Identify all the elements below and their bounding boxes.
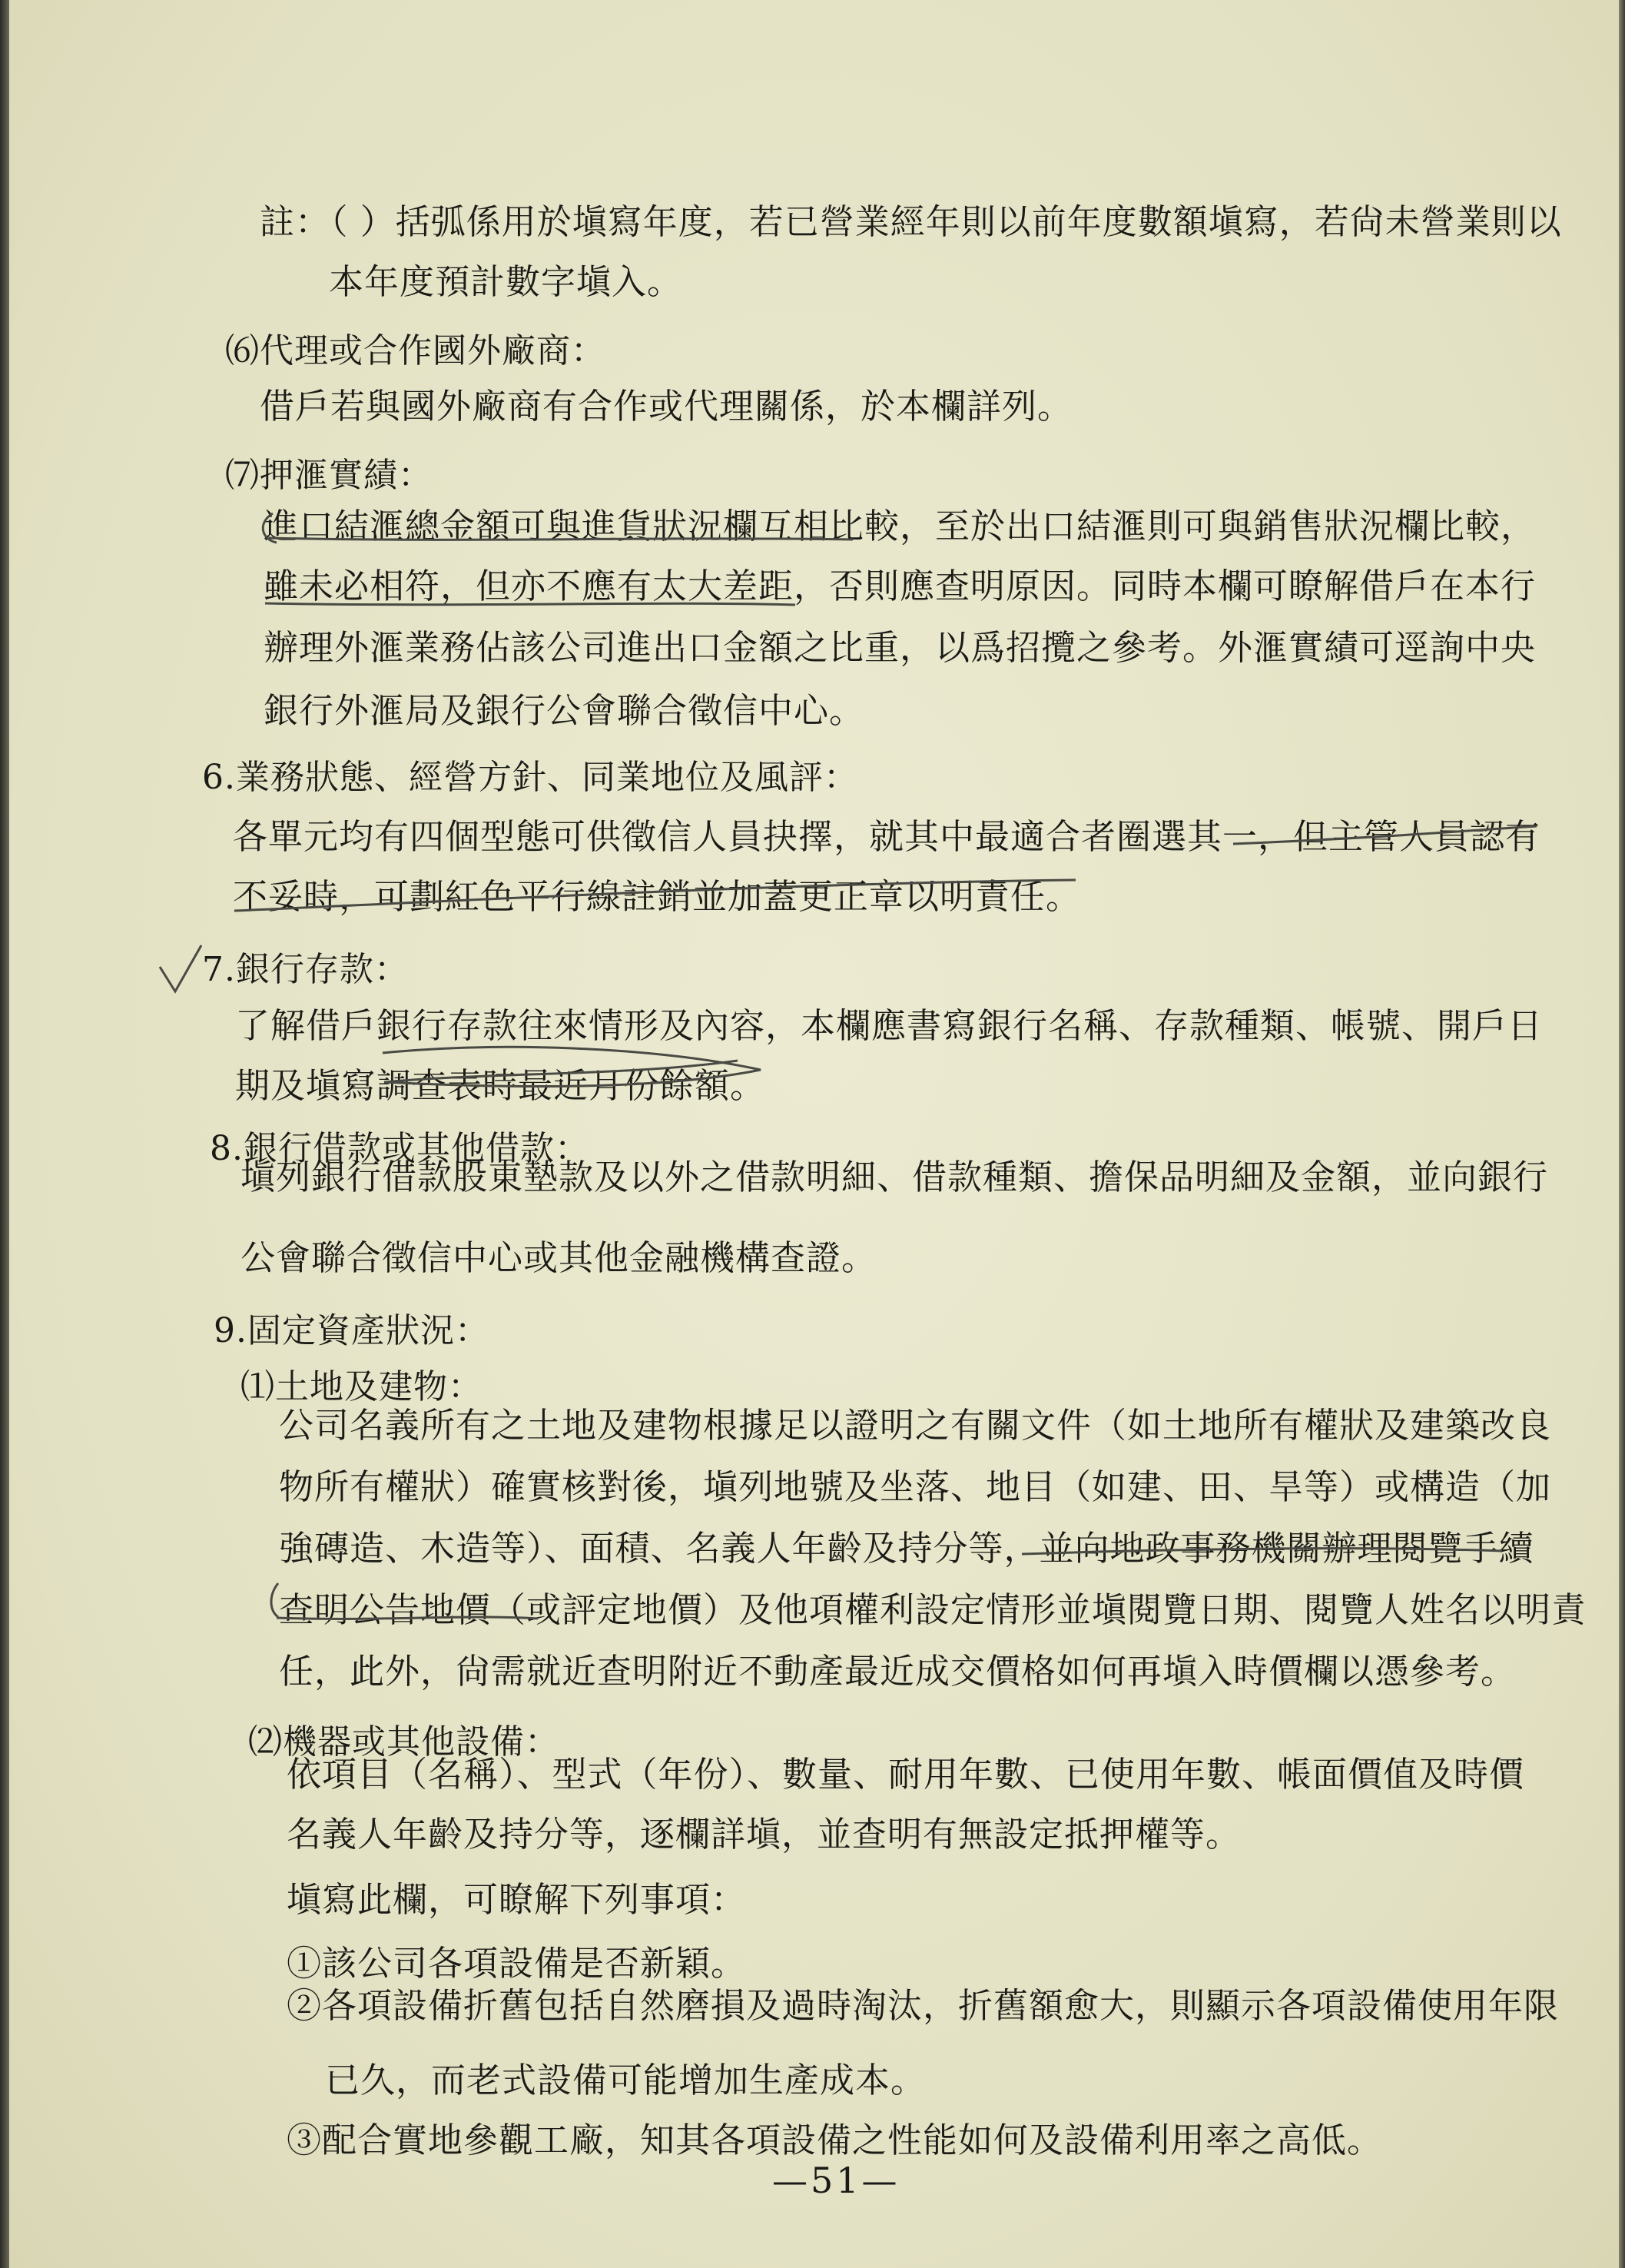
section-9-2-line-1: 依項目（名稱）、型式（年份）、數量、耐用年數、已使用年數、帳面價值及時價 <box>287 1754 1525 1795</box>
list-item-1: ①該公司各項設備是否新穎。 <box>287 1943 747 1984</box>
pencil-check-7 <box>160 945 201 991</box>
list-item-2-line-2: 已久，而老式設備可能增加生產成本。 <box>325 2060 927 2100</box>
binding-edge-right <box>1619 0 1625 2268</box>
binding-edge-left <box>0 0 9 2268</box>
section-9-1-line-2: 物所有權狀）確實核對後，塡列地號及坐落、地目（如建、田、旱等）或構造（加 <box>279 1466 1552 1507</box>
section-8-line-1: 塡列銀行借款股東墊款及以外之借款明細、借款種類、擔保品明細及金額，並向銀行 <box>240 1157 1549 1197</box>
list-item-2-line-1: ②各項設備折舊包括自然磨損及過時淘汰，折舊額愈大，則顯示各項設備使用年限 <box>287 1985 1560 2026</box>
list-item-3: ③配合實地參觀工廠，知其各項設備之性能如何及設備利用率之高低。 <box>287 2120 1383 2160</box>
heading-section-6: 6.業務狀態、經營方針、同業地位及風評： <box>202 758 858 797</box>
page-number: —51— <box>772 2160 900 2201</box>
section-8-line-2: 公會聯合徵信中心或其他金融機構查證。 <box>240 1237 877 1278</box>
note-line-2: 本年度預計數字塡入。 <box>329 261 683 302</box>
heading-section-8: 8.銀行借款或其他借款： <box>210 1129 589 1168</box>
section-9-1-line-5: 任，此外，尙需就近查明附近不動產最近成交價格如何再塡入時價欄以憑參考。 <box>279 1651 1517 1692</box>
heading-6-agents: ⑹代理或合作國外廠商： <box>225 331 605 370</box>
note-line-1: 註：（ ）括弧係用於塡寫年度，若已營業經年則以前年度數額塡寫，若尙未營業則以 <box>260 201 1562 242</box>
heading-section-9: 9.固定資產狀況： <box>214 1311 489 1350</box>
body-7-line-3: 辦理外滙業務佔該公司進出口金額之比重，以爲招攬之參考。外滙實績可逕詢中央 <box>264 627 1537 668</box>
body-7-line-1: 進口結滙總金額可與進貨狀況欄互相比較，至於出口結滙則可與銷售狀況欄比較， <box>264 506 1537 546</box>
section-6-line-1: 各單元均有四個型態可供徵信人員抉擇，就其中最適合者圈選其一，但主管人員認有 <box>233 816 1541 857</box>
section-9-1-line-1: 公司名義所有之土地及建物根據足以證明之有關文件（如土地所有權狀及建築改良 <box>279 1405 1552 1446</box>
heading-9-2-machinery: ⑵機器或其他設備： <box>248 1722 559 1762</box>
section-9-1-line-3: 強磚造、木造等）、面積、名義人年齡及持分等，並向地政事務機關辦理閱覽手續 <box>279 1528 1534 1569</box>
pencil-hook-9 <box>271 1583 278 1617</box>
section-7-line-2: 期及塡寫調查表時最近月份餘額。 <box>235 1065 766 1106</box>
heading-9-1-land-buildings: ⑴土地及建物： <box>240 1367 483 1406</box>
section-9-2-line-3: 塡寫此欄，可瞭解下列事項： <box>287 1879 747 1920</box>
section-6-line-2: 不妥時，可劃紅色平行線註銷並加蓋更正章以明責任。 <box>233 876 1082 917</box>
section-9-2-line-2: 名義人年齡及持分等，逐欄詳塡，並查明有無設定抵押權等。 <box>287 1814 1242 1855</box>
body-7-line-4: 銀行外滙局及銀行公會聯合徵信中心。 <box>264 690 865 731</box>
section-9-1-line-4: 查明公告地價（或評定地價）及他項權利設定情形並塡閱覽日期、閱覽人姓名以明責 <box>279 1589 1587 1630</box>
body-6-line-1: 借戶若與國外廠商有合作或代理關係，於本欄詳列。 <box>260 386 1073 427</box>
section-7-line-1: 了解借戶銀行存款往來情形及內容，本欄應書寫銀行名稱、存款種類、帳號、開戶日 <box>235 1005 1544 1046</box>
heading-7-export-import: ⑺押滙實績： <box>225 456 433 495</box>
heading-section-7: 7.銀行存款： <box>202 950 409 989</box>
body-7-line-2: 雖未必相符，但亦不應有太大差距，否則應查明原因。同時本欄可瞭解借戶在本行 <box>264 566 1537 606</box>
